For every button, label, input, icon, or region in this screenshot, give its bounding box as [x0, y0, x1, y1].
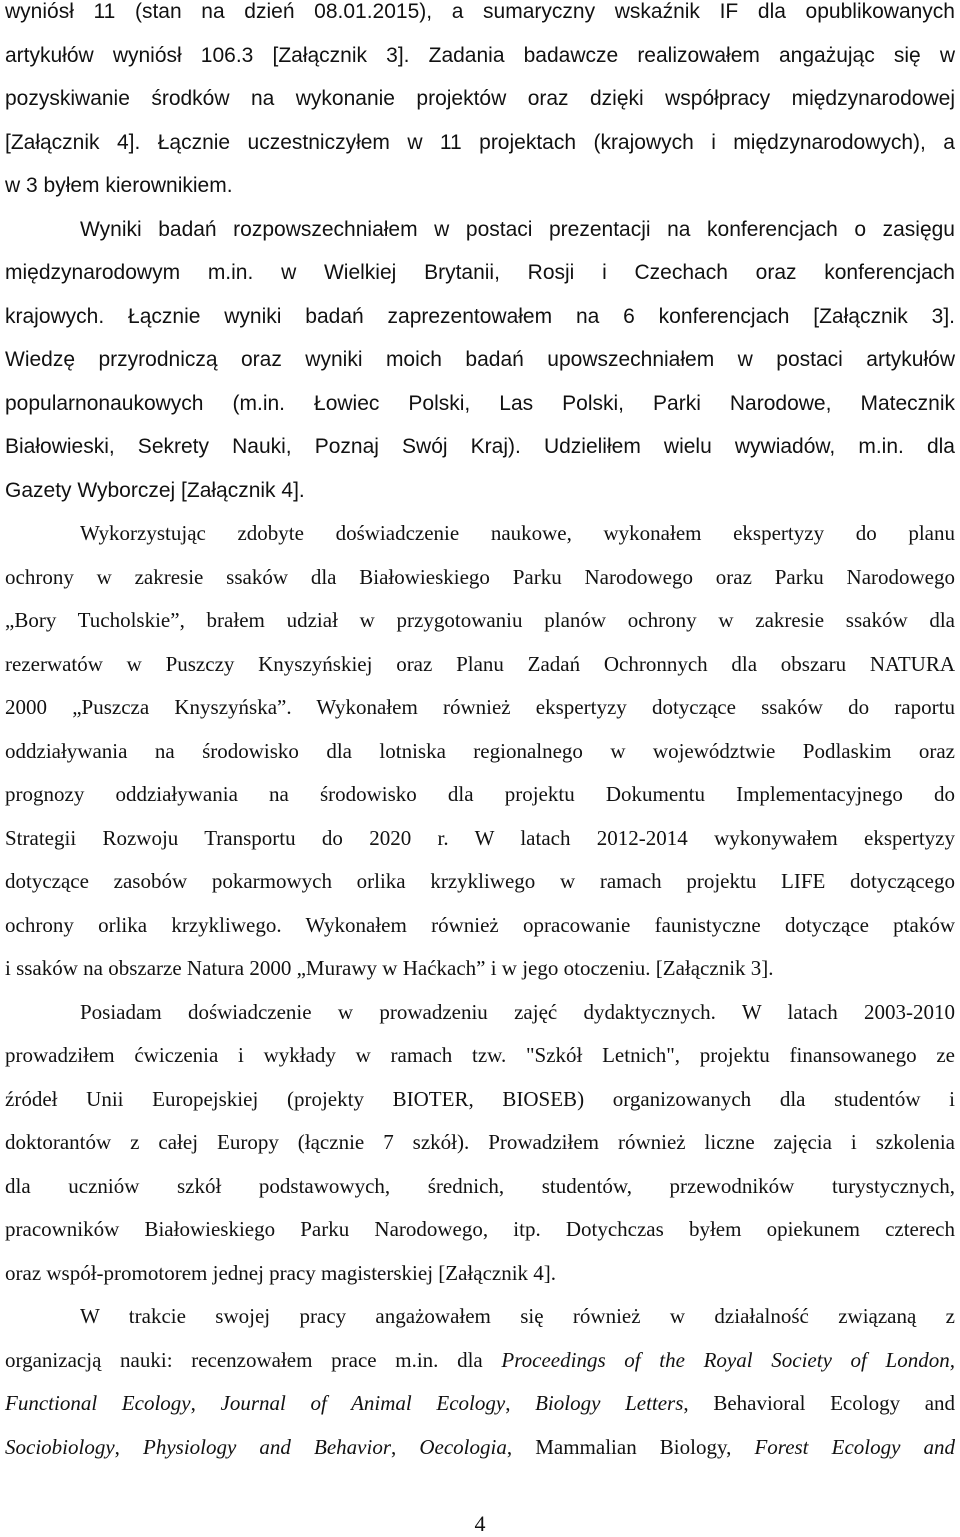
- text-line: Wiedzę przyrodniczą oraz wyniki moich badań upowszechniałem w postaci artykułów: [5, 348, 955, 371]
- text-line: pozyskiwanie środków na wykonanie projektów oraz dzięki współpracy międzynarodowej: [5, 87, 955, 110]
- text-line: Wyniki badań rozpowszechniałem w postaci prezentacji na konferencjach o zasięgu: [80, 217, 955, 241]
- text-line: prowadziłem ćwiczenia i wykłady w ramach tzw. "Szkół Letnich", projektu finansowanego ze: [5, 1043, 955, 1067]
- journal-name: Physiology and Behavior: [143, 1434, 392, 1459]
- text-line: artykułów wyniósł 106.3 [Załącznik 3]. Zadania badawcze realizowałem angażując się w: [5, 43, 955, 67]
- separator: ,: [506, 1434, 536, 1459]
- journal-name: Mammalian Biology: [535, 1434, 727, 1459]
- text-line: międzynarodowym m.in. w Wielkiej Brytanii, Rosji i Czechach oraz konferencjach: [5, 261, 955, 284]
- paragraph-4: [5, 991, 955, 1296]
- text-line: rezerwatów w Puszczy Knyszyńskiej oraz Planu Zadań Ochronnych dla obszaru NATURA: [5, 651, 955, 676]
- text-line: „Bory Tucholskie”, brałem udział w przygotowaniu planów ochrony w zakresie ssaków dla: [5, 608, 955, 632]
- text-line: Posiadam doświadczenie w prowadzeniu zajęć dydaktycznych. W latach 2003-2010: [80, 999, 955, 1024]
- journal-name: Sociobiology: [5, 1434, 115, 1459]
- text-line: [Załącznik 4]. Łącznie uczestniczyłem w 11 projektach (krajowych i międzynarodowych), a: [5, 130, 955, 154]
- text-line: ochrony w zakresie ssaków dla Białowieskiego Parku Narodowego oraz Parku Narodowego: [5, 564, 955, 589]
- text-line: źródeł Unii Europejskiej (projekty BIOTER, BIOSEB) organizowanych dla studentów i: [5, 1086, 955, 1111]
- text-line: w 3 byłem kierownikiem.: [5, 174, 233, 197]
- text-line: [5, 1426, 955, 1470]
- text-line: i ssaków na obszarze Natura 2000 „Murawy w Haćkach” i w jego otoczeniu. [Załącznik 3].: [5, 956, 774, 980]
- separator: ,: [726, 1434, 755, 1459]
- text-line: Strategii Rozwoju Transportu do 2020 r. W latach 2012-2014 wykonywałem ekspertyzy: [5, 825, 955, 850]
- paragraph-1: [5, 0, 955, 208]
- separator: ,: [391, 1434, 420, 1459]
- document-page: [5, 0, 955, 1469]
- paragraph-5: [5, 1295, 955, 1469]
- text-line: popularnonaukowych (m.in. Łowiec Polski, Las Polski, Parki Narodowe, Matecznik: [5, 391, 955, 415]
- text-line: ochrony orlika krzykliwego. Wykonałem również opracowanie faunistyczne dotyczące ptaków: [5, 912, 955, 937]
- text-line: oddziaływania na środowisko dla lotniska regionalnego w województwie Podlaskim oraz: [5, 738, 955, 763]
- text-line: [5, 1339, 955, 1383]
- text-line: prognozy oddziaływania na środowisko dla projektu Dokumentu Implementacyjnego do: [5, 782, 955, 806]
- paragraph-2: [5, 208, 955, 513]
- separator: ,: [190, 1391, 221, 1415]
- text-line: oraz współ-promotorem jednej pracy magisterskiej [Załącznik 4].: [5, 1260, 557, 1285]
- journal-name: Oecologia: [419, 1434, 507, 1459]
- paragraph-3: [5, 512, 955, 991]
- text-line: krajowych. Łącznie wyniki badań zaprezentowałem na 6 konferencjach [Załącznik 3].: [5, 304, 955, 328]
- text-line: wyniósł 11 (stan na dzień 08.01.2015), a sumaryczny wskaźnik IF dla opublikowanych: [5, 0, 955, 23]
- text-line: W trakcie swojej pracy angażowałem się również w działalność związaną z: [80, 1304, 955, 1328]
- journal-name: Functional Ecology: [5, 1391, 191, 1415]
- text-line: doktorantów z całej Europy (łącznie 7 szkół). Prowadziłem również liczne zajęcia i szkolenia: [5, 1130, 955, 1154]
- text-line: Gazety Wyborczej [Załącznik 4].: [5, 478, 305, 502]
- journal-name: Journal of Animal Ecology: [220, 1391, 506, 1415]
- text-line: dotyczące zasobów pokarmowych orlika krzykliwego w ramach projektu LIFE dotyczącego: [5, 869, 955, 893]
- journal-name: Behavioral Ecology and: [713, 1391, 956, 1415]
- separator: ,: [683, 1391, 714, 1415]
- text-line: Białowieski, Sekrety Nauki, Poznaj Swój Kraj). Udzieliłem wielu wywiadów, m.in. dla: [5, 435, 955, 458]
- text-line: Wykorzystując zdobyte doświadczenie naukowe, wykonałem ekspertyzy do planu: [80, 521, 955, 545]
- text-line: [5, 1382, 955, 1426]
- text-line: 2000 „Puszcza Knyszyńska”. Wykonałem również ekspertyzy dotyczące ssaków do raportu: [5, 695, 955, 719]
- text-segment: organizacją nauki: recenzowałem prace m.in. dla: [5, 1347, 502, 1372]
- separator: ,: [505, 1391, 536, 1415]
- text-line: dla uczniów szkół podstawowych, średnich, studentów, przewodników turystycznych,: [5, 1173, 955, 1198]
- journal-name: Proceedings of the Royal Society of London,: [501, 1347, 955, 1372]
- text-line: pracowników Białowieskiego Parku Narodowego, itp. Dotychczas byłem opiekunem czterech: [5, 1217, 955, 1241]
- page-number: 4: [474, 1511, 486, 1536]
- journal-name: Biology Letters: [535, 1391, 684, 1415]
- separator: ,: [114, 1434, 144, 1459]
- journal-name: Forest Ecology and: [754, 1434, 956, 1459]
